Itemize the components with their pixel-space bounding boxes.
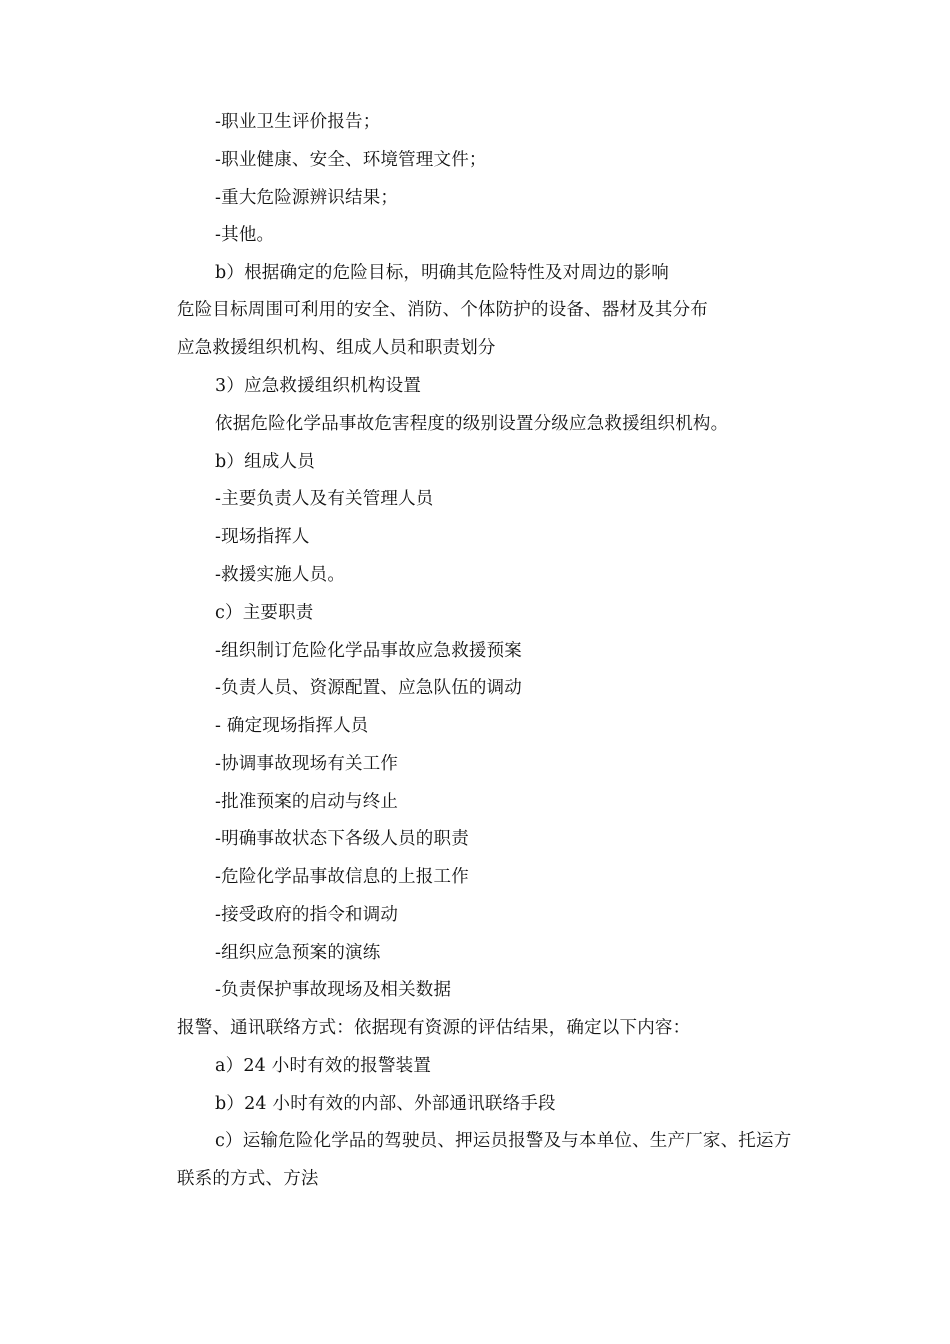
text-line: 危险目标周围可利用的安全、消防、个体防护的设备、器材及其分布 xyxy=(177,300,708,320)
text-line: 依据危险化学品事故危害程度的级别设置分级应急救援组织机构。 xyxy=(215,414,729,434)
text-line: -救援实施人员。 xyxy=(215,565,346,585)
text-line: -组织制订危险化学品事故应急救援预案 xyxy=(215,641,523,661)
text-line: -重大危险源辨识结果； xyxy=(215,188,399,208)
text-line: -接受政府的指令和调动 xyxy=(215,905,399,925)
text-line: - 确定现场指挥人员 xyxy=(215,716,369,736)
text-line: -主要负责人及有关管理人员 xyxy=(215,489,434,509)
text-line: 联系的方式、方法 xyxy=(177,1169,319,1189)
text-line: -现场指挥人 xyxy=(215,527,310,547)
text-line: c）运输危险化学品的驾驶员、押运员报警及与本单位、生产厂家、托运方 xyxy=(215,1131,792,1151)
text-line: -负责保护事故现场及相关数据 xyxy=(215,980,452,1000)
text-line: 3）应急救援组织机构设置 xyxy=(215,376,422,396)
text-line: -批准预案的启动与终止 xyxy=(215,792,399,812)
text-line: b）24 小时有效的内部、外部通讯联络手段 xyxy=(215,1094,556,1114)
text-line: 报警、通讯联络方式：依据现有资源的评估结果，确定以下内容： xyxy=(177,1018,691,1038)
text-line: -协调事故现场有关工作 xyxy=(215,754,399,774)
text-line: 应急救援组织机构、组成人员和职责划分 xyxy=(177,338,496,358)
text-line: -组织应急预案的演练 xyxy=(215,943,381,963)
text-line: c）主要职责 xyxy=(215,603,314,623)
text-line: -职业卫生评价报告； xyxy=(215,112,381,132)
text-line: -职业健康、安全、环境管理文件； xyxy=(215,150,487,170)
text-line: a）24 小时有效的报警装置 xyxy=(215,1056,432,1076)
text-line: -危险化学品事故信息的上报工作 xyxy=(215,867,469,887)
text-line: -负责人员、资源配置、应急队伍的调动 xyxy=(215,678,523,698)
text-line: -明确事故状态下各级人员的职责 xyxy=(215,829,469,849)
text-line: b）根据确定的危险目标，明确其危险特性及对周边的影响 xyxy=(215,263,669,283)
text-line: -其他。 xyxy=(215,225,275,245)
text-line: b）组成人员 xyxy=(215,452,315,472)
